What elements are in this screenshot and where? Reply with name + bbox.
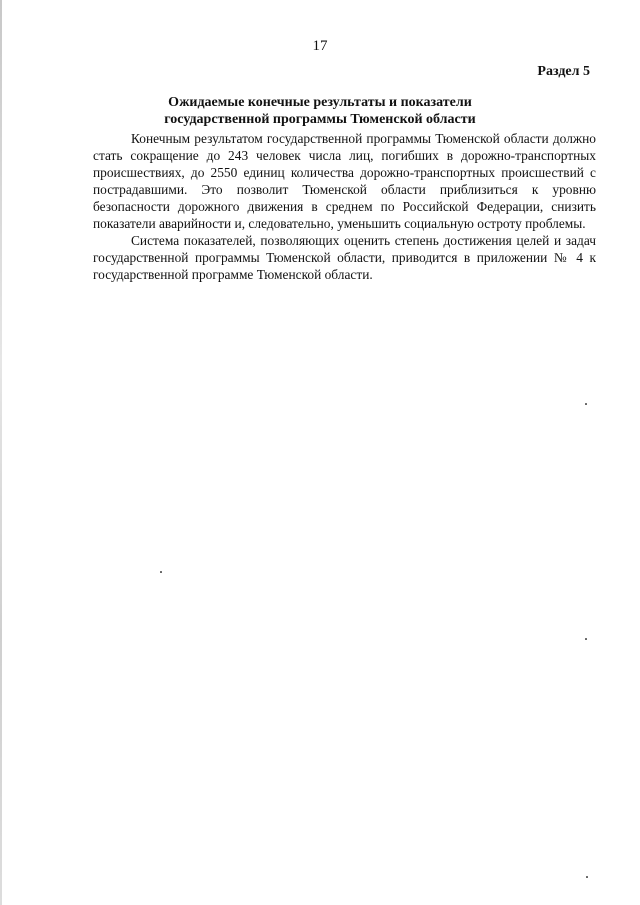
body-text <box>93 130 596 283</box>
section-heading <box>0 94 640 128</box>
scan-speck <box>585 403 587 405</box>
scan-speck <box>160 571 162 573</box>
paragraph-results: Конечным результатом государственной программы Тюменской области должно стать сокращение до 243 человек числа лиц, погибших в дорожно-транспортных происшествиях, до 2550 единиц количества дорожно-транспортных происшествий с пострадавшими. Это позволит Тюменской области приблизиться к уровню безопасности дорожного движения в среднем по Российской Федерации, снизить показатели аварийности и, следовательно, уменьшить социальную остроту проблемы. <box>93 131 596 231</box>
scan-edge <box>0 0 2 905</box>
section-label: Раздел 5 <box>537 64 590 79</box>
page-number: 17 <box>312 38 328 54</box>
paragraph-indicators: Система показателей, позволяющих оценить степень достижения целей и задач государственной программы Тюменской области, приводится в приложении № 4 к государственной программе Тюменской области. <box>93 233 596 282</box>
heading-line-2: государственной программы Тюменской области <box>164 112 476 127</box>
heading-line-1: Ожидаемые конечные результаты и показатели <box>168 95 472 110</box>
scan-speck <box>585 638 587 640</box>
scan-speck <box>586 876 588 878</box>
